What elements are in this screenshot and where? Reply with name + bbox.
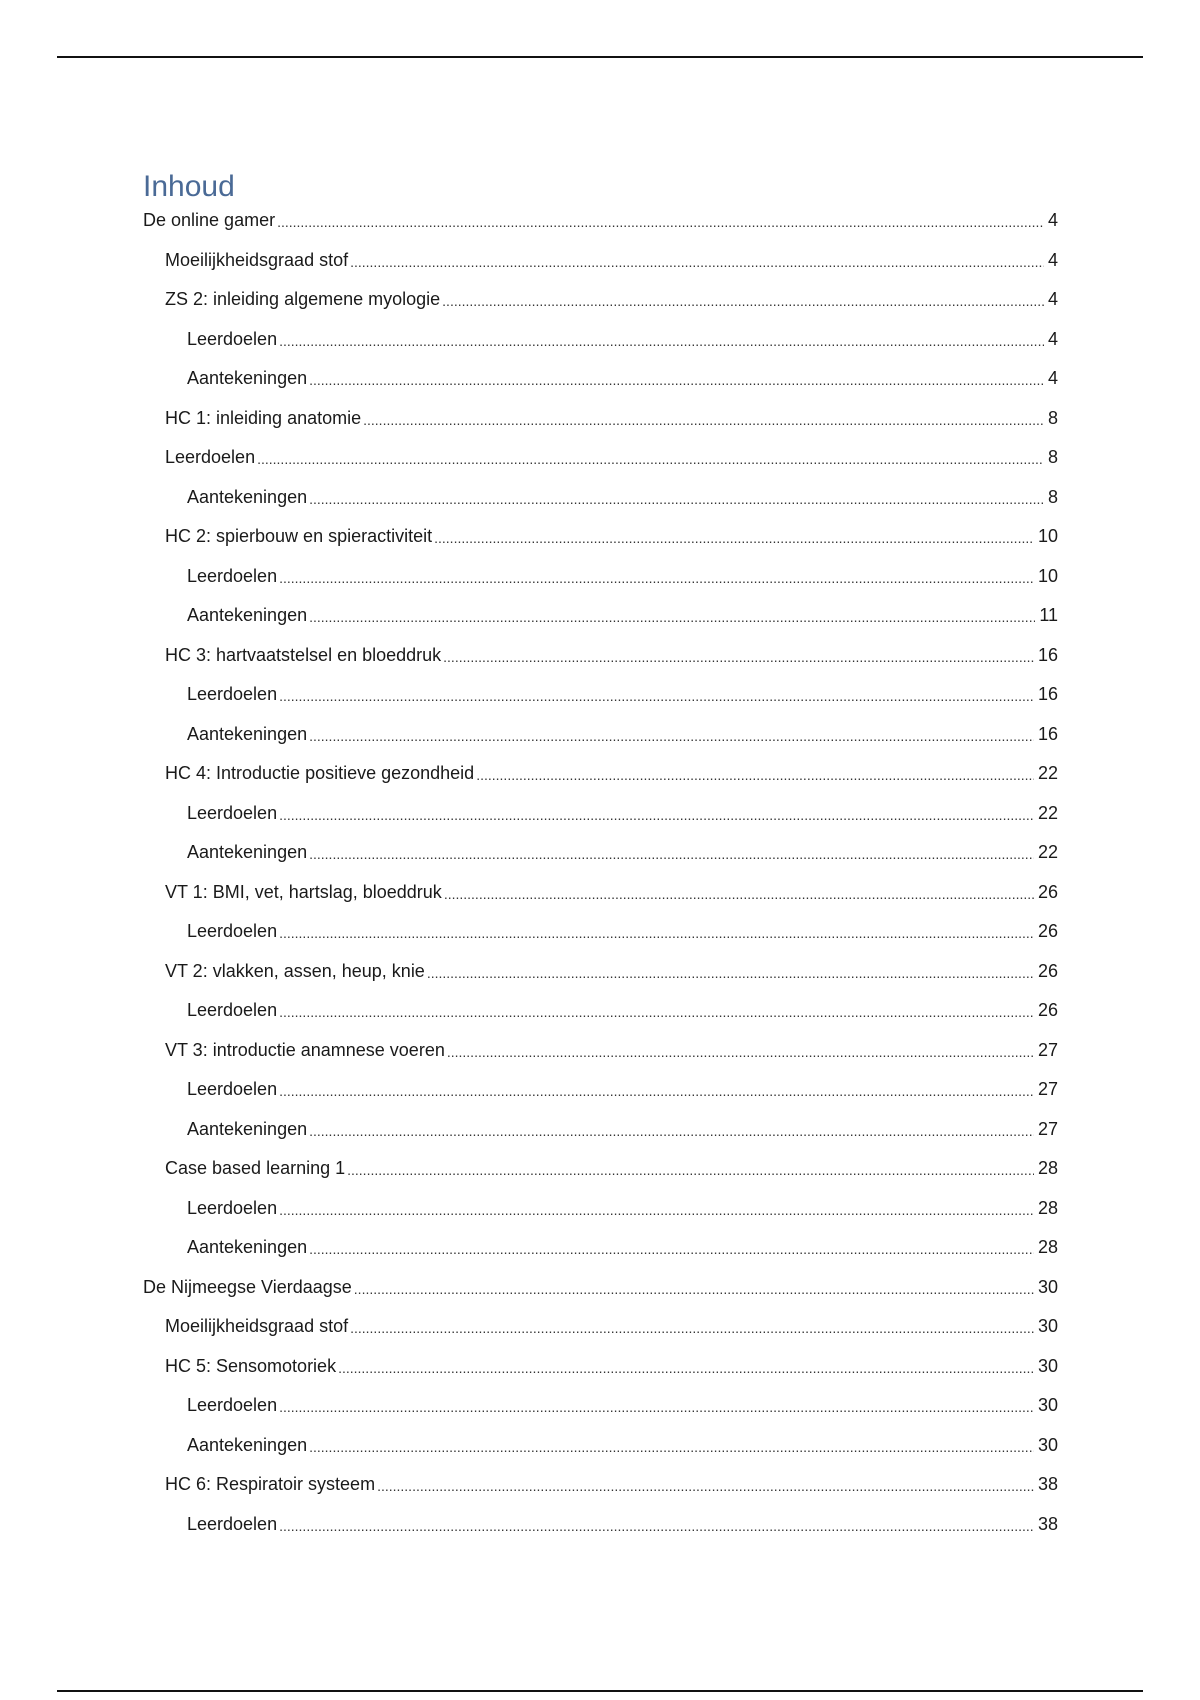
toc-entry-page-number: 30 <box>1037 1276 1058 1297</box>
toc-dot-leader <box>309 727 1034 745</box>
toc-entry-label: Aantekeningen <box>187 723 308 744</box>
toc-dot-leader <box>309 1438 1034 1456</box>
toc-entry[interactable] <box>143 1342 1058 1382</box>
header-rule <box>57 56 1143 58</box>
toc-entry-label: VT 2: vlakken, assen, heup, knie <box>165 960 425 981</box>
toc-dot-leader <box>277 213 1044 231</box>
toc-entry-page-number: 10 <box>1037 526 1058 546</box>
toc-entry-page-number: 4 <box>1047 289 1058 309</box>
toc-entry-label: HC 6: Respiratoir systeem <box>165 1474 376 1494</box>
toc-entry-page-number: 27 <box>1037 1039 1058 1060</box>
toc-entry-page-number: 26 <box>1037 921 1058 941</box>
toc-entry-label: Moeilijkheidsgraad stof <box>165 249 349 270</box>
toc-dot-leader <box>377 1477 1034 1495</box>
toc-entry-label: Aantekeningen <box>187 1434 308 1455</box>
toc-entry-page-number: 16 <box>1037 684 1058 704</box>
toc-entry[interactable] <box>143 276 1058 316</box>
toc-entry[interactable] <box>143 315 1058 355</box>
toc-entry[interactable] <box>143 750 1058 790</box>
toc-entry-page-number: 38 <box>1037 1474 1058 1494</box>
toc-entry[interactable] <box>143 789 1058 829</box>
toc-entry[interactable] <box>143 513 1058 553</box>
toc-entry[interactable] <box>143 592 1058 632</box>
toc-entry-label: Leerdoelen <box>187 1000 278 1020</box>
toc-entry-label: De online gamer <box>143 210 276 230</box>
toc-entry-label: Leerdoelen <box>187 1395 278 1415</box>
toc-entry-page-number: 10 <box>1037 565 1058 586</box>
toc-dot-leader <box>354 1280 1034 1298</box>
toc-dot-leader <box>279 332 1044 350</box>
toc-entry-page-number: 27 <box>1037 1079 1058 1099</box>
toc-dot-leader <box>443 648 1034 666</box>
toc-entry-page-number: 28 <box>1037 1158 1058 1178</box>
toc-dot-leader <box>350 1319 1034 1337</box>
table-of-contents <box>143 210 1058 1540</box>
toc-entry-page-number: 22 <box>1037 842 1058 862</box>
toc-entry[interactable] <box>143 631 1058 671</box>
toc-entry-label: Leerdoelen <box>187 802 278 823</box>
toc-entry[interactable] <box>143 355 1058 395</box>
toc-entry-label: HC 3: hartvaatstelsel en bloeddruk <box>165 644 442 665</box>
toc-entry[interactable] <box>143 868 1058 908</box>
toc-dot-leader <box>279 1082 1034 1100</box>
toc-entry-page-number: 11 <box>1039 605 1058 625</box>
toc-entry[interactable] <box>143 1382 1058 1422</box>
toc-dot-leader <box>363 411 1044 429</box>
toc-dot-leader <box>309 1240 1034 1258</box>
toc-dot-leader <box>279 569 1034 587</box>
toc-entry-page-number: 4 <box>1047 328 1058 349</box>
toc-entry-page-number: 8 <box>1047 447 1058 467</box>
toc-dot-leader <box>309 608 1035 626</box>
toc-entry[interactable] <box>143 210 1058 236</box>
toc-entry-label: HC 4: Introductie positieve gezondheid <box>165 763 475 783</box>
toc-entry-label: Leerdoelen <box>187 921 278 941</box>
toc-entry-page-number: 30 <box>1037 1434 1058 1455</box>
toc-dot-leader <box>427 964 1034 982</box>
toc-entry-label: Aantekeningen <box>187 486 308 507</box>
toc-entry-page-number: 26 <box>1037 881 1058 902</box>
toc-entry-label: Leerdoelen <box>187 1079 278 1099</box>
toc-entry[interactable] <box>143 473 1058 513</box>
toc-entry-label: HC 2: spierbouw en spieractiviteit <box>165 526 433 546</box>
toc-entry-page-number: 16 <box>1037 644 1058 665</box>
toc-dot-leader <box>309 490 1044 508</box>
toc-entry[interactable] <box>143 552 1058 592</box>
toc-entry-page-number: 16 <box>1037 723 1058 744</box>
toc-entry-page-number: 22 <box>1037 763 1058 783</box>
toc-entry[interactable] <box>143 1461 1058 1501</box>
toc-entry-page-number: 26 <box>1037 1000 1058 1020</box>
toc-entry-label: Leerdoelen <box>187 1197 278 1218</box>
toc-dot-leader <box>476 766 1034 784</box>
toc-dot-leader <box>434 529 1034 547</box>
toc-entry-label: HC 5: Sensomotoriek <box>165 1355 337 1376</box>
toc-entry[interactable] <box>143 1184 1058 1224</box>
toc-entry-label: Aantekeningen <box>187 368 308 388</box>
toc-entry-label: HC 1: inleiding anatomie <box>165 407 362 428</box>
toc-entry-page-number: 4 <box>1047 368 1058 388</box>
toc-entry-label: Aantekeningen <box>187 1237 308 1257</box>
toc-entry[interactable] <box>143 908 1058 948</box>
toc-entry-label: Aantekeningen <box>187 605 308 625</box>
toc-entry[interactable] <box>143 236 1058 276</box>
toc-dot-leader <box>279 1003 1034 1021</box>
toc-entry-page-number: 30 <box>1037 1316 1058 1336</box>
toc-dot-leader <box>447 1043 1034 1061</box>
toc-entry-label: Aantekeningen <box>187 842 308 862</box>
toc-entry[interactable] <box>143 1066 1058 1106</box>
toc-entry[interactable] <box>143 987 1058 1027</box>
toc-entry-label: Case based learning 1 <box>165 1158 346 1178</box>
toc-entry-label: ZS 2: inleiding algemene myologie <box>165 289 441 309</box>
toc-dot-leader <box>279 1201 1034 1219</box>
toc-entry[interactable] <box>143 1263 1058 1303</box>
toc-dot-leader <box>347 1161 1034 1179</box>
toc-entry-label: VT 3: introductie anamnese voeren <box>165 1039 445 1060</box>
toc-entry-label: Aantekeningen <box>187 1118 308 1139</box>
toc-entry-label: De Nijmeegse Vierdaagse <box>143 1276 352 1297</box>
toc-entry[interactable] <box>143 394 1058 434</box>
toc-entry-label: Leerdoelen <box>165 447 256 467</box>
toc-dot-leader <box>442 292 1044 310</box>
toc-entry[interactable] <box>143 1303 1058 1343</box>
toc-entry-page-number: 8 <box>1047 407 1058 428</box>
toc-dot-leader <box>309 1122 1034 1140</box>
toc-dot-leader <box>279 687 1034 705</box>
toc-dot-leader <box>279 1398 1034 1416</box>
toc-entry[interactable] <box>143 1500 1058 1540</box>
toc-entry-label: Leerdoelen <box>187 684 278 704</box>
toc-entry-page-number: 4 <box>1047 210 1058 230</box>
toc-entry-page-number: 8 <box>1047 486 1058 507</box>
toc-entry-page-number: 22 <box>1037 802 1058 823</box>
toc-dot-leader <box>257 450 1044 468</box>
toc-entry[interactable] <box>143 1145 1058 1185</box>
toc-title: Inhoud <box>143 170 235 203</box>
footer-rule <box>57 1690 1143 1692</box>
toc-dot-leader <box>444 885 1034 903</box>
toc-entry-page-number: 4 <box>1047 249 1058 270</box>
toc-entry-label: Leerdoelen <box>187 1513 278 1534</box>
toc-entry-page-number: 30 <box>1037 1395 1058 1415</box>
toc-dot-leader <box>350 253 1044 271</box>
toc-entry[interactable] <box>143 1421 1058 1461</box>
toc-entry-page-number: 28 <box>1037 1197 1058 1218</box>
toc-entry[interactable] <box>143 710 1058 750</box>
toc-entry-page-number: 38 <box>1037 1513 1058 1534</box>
toc-entry[interactable] <box>143 671 1058 711</box>
toc-entry-page-number: 30 <box>1037 1355 1058 1376</box>
toc-entry[interactable] <box>143 947 1058 987</box>
toc-dot-leader <box>309 371 1044 389</box>
toc-entry-page-number: 26 <box>1037 960 1058 981</box>
toc-dot-leader <box>309 845 1034 863</box>
toc-entry[interactable] <box>143 1105 1058 1145</box>
toc-dot-leader <box>279 1517 1034 1535</box>
toc-entry[interactable] <box>143 434 1058 474</box>
toc-entry[interactable] <box>143 829 1058 869</box>
toc-entry-label: Leerdoelen <box>187 328 278 349</box>
toc-entry-page-number: 28 <box>1037 1237 1058 1257</box>
toc-entry[interactable] <box>143 1224 1058 1264</box>
toc-entry-label: VT 1: BMI, vet, hartslag, bloeddruk <box>165 881 442 902</box>
toc-entry-label: Leerdoelen <box>187 565 278 586</box>
toc-dot-leader <box>279 806 1034 824</box>
toc-entry[interactable] <box>143 1026 1058 1066</box>
toc-dot-leader <box>338 1359 1034 1377</box>
toc-dot-leader <box>279 924 1034 942</box>
toc-entry-label: Moeilijkheidsgraad stof <box>165 1316 349 1336</box>
toc-entry-page-number: 27 <box>1037 1118 1058 1139</box>
